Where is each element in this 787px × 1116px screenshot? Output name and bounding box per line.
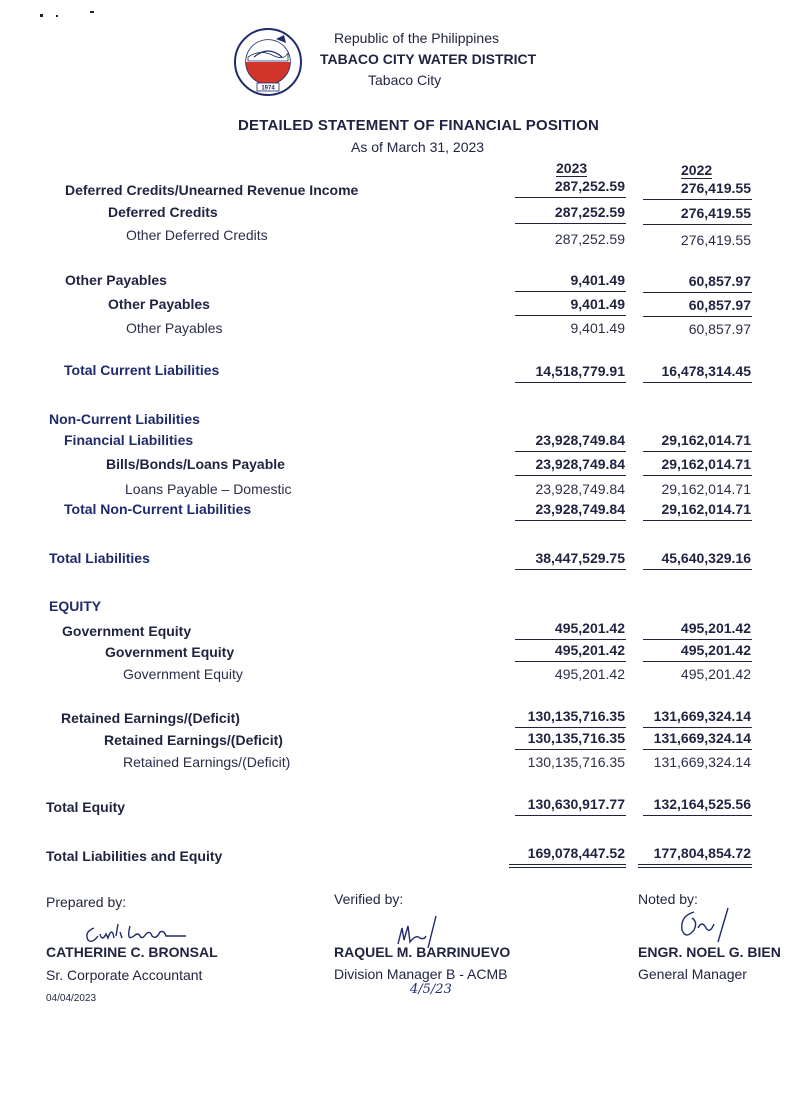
column-2022: 2022 xyxy=(681,162,713,178)
row-value-2022: 29,162,014.71 xyxy=(661,456,751,472)
row-value-2022: 276,419.55 xyxy=(680,205,751,221)
row-label: Other Payables xyxy=(126,320,223,336)
row-value-2023: 23,928,749.84 xyxy=(535,432,625,448)
row-value-2023: 495,201.42 xyxy=(554,666,625,682)
row-value-2022: 29,162,014.71 xyxy=(661,432,751,448)
row-value-2023: 495,201.42 xyxy=(554,642,625,658)
row-value-2023: 23,928,749.84 xyxy=(535,481,625,497)
row-label: Total Liabilities and Equity xyxy=(46,848,223,864)
row-value-2023: 9,401.49 xyxy=(570,296,625,312)
row-value-2023: 9,401.49 xyxy=(570,320,625,336)
row-label: Total Non-Current Liabilities xyxy=(64,501,252,517)
prepared-by-name: CATHERINE C. BRONSAL xyxy=(46,944,218,960)
row-value-2022: 131,669,324.14 xyxy=(653,730,751,746)
row-value-2023: 130,135,716.35 xyxy=(527,754,625,770)
row-value-2022: 60,857.97 xyxy=(688,273,751,289)
row-label: Government Equity xyxy=(123,666,243,682)
logo-text xyxy=(234,29,235,30)
row-value-2022: 131,669,324.14 xyxy=(653,708,751,724)
row-value-2022: 29,162,014.71 xyxy=(661,501,751,517)
row-label: Financial Liabilities xyxy=(64,432,194,448)
statement-title: DETAILED STATEMENT OF FINANCIAL POSITION xyxy=(238,117,600,134)
prepared-by-heading: Prepared by: xyxy=(46,894,127,910)
header-line-2: TABACO CITY WATER DISTRICT xyxy=(320,51,537,67)
row-value-2022: 495,201.42 xyxy=(680,666,751,682)
row-value-2022: 177,804,854.72 xyxy=(653,845,751,861)
verified-by-date: 4/5/23 xyxy=(410,982,452,997)
row-value-2022: 60,857.97 xyxy=(688,321,751,337)
header-line-1: Republic of the Philippines xyxy=(334,30,499,46)
verified-by-name: RAQUEL M. BARRINUEVO xyxy=(334,944,511,960)
statement-date: As of March 31, 2023 xyxy=(351,139,485,155)
row-label: Total Liabilities xyxy=(49,550,150,566)
header-line-3: Tabaco City xyxy=(368,72,442,88)
prepared-by-date: 04/04/2023 xyxy=(46,993,97,1004)
verified-by-position: Division Manager B - ACMB xyxy=(334,966,508,982)
row-label: Deferred Credits/Unearned Revenue Income xyxy=(65,182,359,198)
row-value-2023: 130,135,716.35 xyxy=(527,730,625,746)
row-value-2023: 130,630,917.77 xyxy=(527,796,625,812)
row-label: Total Current Liabilities xyxy=(64,362,220,378)
prepared-by-position: Sr. Corporate Accountant xyxy=(46,967,203,983)
row-value-2023: 23,928,749.84 xyxy=(535,456,625,472)
noted-signature-icon xyxy=(672,906,732,946)
verified-by-heading: Verified by: xyxy=(334,891,404,907)
row-value-2023: 23,928,749.84 xyxy=(535,501,625,517)
row-value-2023: 495,201.42 xyxy=(554,620,625,636)
row-value-2023: 130,135,716.35 xyxy=(527,708,625,724)
water-district-logo xyxy=(232,27,304,97)
row-label: Total Equity xyxy=(46,799,126,815)
row-label: Retained Earnings/(Deficit) xyxy=(61,710,240,726)
row-value-2022: 16,478,314.45 xyxy=(661,363,751,379)
row-label: Bills/Bonds/Loans Payable xyxy=(106,456,285,472)
row-value-2022: 45,640,329.16 xyxy=(661,550,751,566)
row-label: Government Equity xyxy=(105,644,235,660)
row-value-2023: 14,518,779.91 xyxy=(535,363,625,379)
column-2023: 2023 xyxy=(556,160,588,176)
row-label: Deferred Credits xyxy=(108,204,218,220)
row-value-2022: 276,419.55 xyxy=(680,232,751,248)
logo-year: 1974 xyxy=(261,85,275,92)
row-value-2023: 9,401.49 xyxy=(570,272,625,288)
section-heading: EQUITY xyxy=(49,598,102,614)
row-value-2023: 169,078,447.52 xyxy=(527,845,625,861)
row-value-2022: 495,201.42 xyxy=(680,620,751,636)
row-value-2022: 276,419.55 xyxy=(680,180,751,196)
row-label: Other Deferred Credits xyxy=(126,227,268,243)
row-value-2023: 38,447,529.75 xyxy=(535,550,625,566)
row-value-2022: 495,201.42 xyxy=(680,642,751,658)
noted-by-heading: Noted by: xyxy=(638,891,698,907)
row-label: Loans Payable – Domestic xyxy=(125,481,292,497)
noted-by-name: ENGR. NOEL G. BIEN xyxy=(638,944,781,960)
row-value-2023: 287,252.59 xyxy=(554,204,625,220)
row-value-2022: 29,162,014.71 xyxy=(661,481,751,497)
row-label: Retained Earnings/(Deficit) xyxy=(104,732,283,748)
row-value-2023: 287,252.59 xyxy=(554,178,625,194)
row-label: Retained Earnings/(Deficit) xyxy=(123,754,291,770)
row-label: Other Payables xyxy=(108,296,210,312)
row-value-2023: 287,252.59 xyxy=(554,231,625,247)
row-value-2022: 131,669,324.14 xyxy=(653,754,751,770)
row-label: Other Payables xyxy=(65,272,167,288)
noted-by-position: General Manager xyxy=(638,966,747,982)
row-value-2022: 132,164,525.56 xyxy=(653,796,751,812)
row-value-2022: 60,857.97 xyxy=(688,297,751,313)
row-label: Government Equity xyxy=(62,623,192,639)
section-heading: Non-Current Liabilities xyxy=(49,411,200,427)
